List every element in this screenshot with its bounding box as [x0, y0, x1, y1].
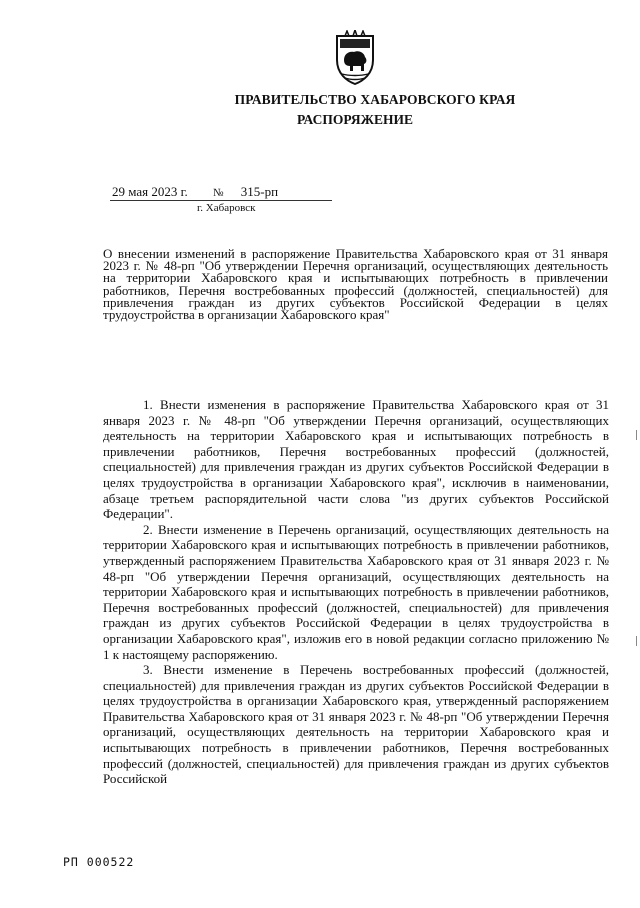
body-paragraph-3: 3. Внести изменение в Перечень востребованных профессий (должностей, специальностей) для привлечения граждан из других субъектов Российской Федерации в целях трудоустройства в организации Хабаровского края, утвержденный распоряжением Правительства Хабаровского края от 31 января 2023 г. № 48-рп "Об утверждении Перечня организаций, осуществляющих деятельность на территории Хабаровского края и испытывающих потребность в привлечении работников, Перечня востребованных профессий (должностей, специальностей) для привлечения граждан из других субъектов Российской — [103, 662, 609, 787]
scan-margin-mark — [636, 430, 637, 440]
date-number-line — [112, 184, 278, 200]
coat-of-arms-icon — [333, 30, 377, 86]
footer-form-code: РП 000522 — [63, 855, 135, 869]
scan-margin-mark — [636, 636, 637, 646]
date-underline — [110, 200, 332, 201]
document-body — [103, 397, 609, 787]
number-sign: № — [213, 187, 224, 199]
body-paragraph-1: 1. Внести изменения в распоряжение Правительства Хабаровского края от 31 января 2023 г. № 48-рп "Об утверждении Перечня организаций, осуществляющих деятельность на территории Хабаровского края и испытывающих потребность в привлечении работников, Перечня востребованных профессий (должностей, специальностей) для привлечения граждан из других субъектов Российской Федерации в целях трудоустройства в организации Хабаровского края", исключив в наименовании, абзаце третьем распорядительной части слова "из других субъектов Российской Федерации". — [103, 397, 609, 522]
document-type-title: РАСПОРЯЖЕНИЕ — [296, 112, 414, 127]
body-paragraph-2: 2. Внести изменение в Перечень организаций, осуществляющих деятельность на территории Хабаровского края и испытывающих потребность в привлечении работников, утвержденный распоряжением Правительства Хабаровского края от 31 января 2023 г. № 48-рп "Об утверждении Перечня организаций, осуществляющих деятельность на территории Хабаровского края и испытывающих потребность в привлечении работников, Перечня востребованных профессий (должностей, специальностей) для привлечения граждан из других субъектов Российской Федерации в целях трудоустройства в организации Хабаровского края", изложив его в новой редакции согласно приложению № 1 к настоящему распоряжению. — [103, 521, 609, 662]
document-city: г. Хабаровск — [197, 202, 256, 214]
organization-title: ПРАВИТЕЛЬСТВО ХАБАРОВСКОГО КРАЯ — [234, 92, 516, 107]
document-date: 29 мая 2023 г. — [112, 184, 188, 199]
document-subject: О внесении изменений в распоряжение Правительства Хабаровского края от 31 января 2023 г. № 48-рп "Об утверждении Перечня организаций, осуществляющих деятельность на территории Хабаровского края и испытывающих потребность в привлечении работников, Перечня востребованных профессий (должностей, специальностей) для привлечения граждан из других субъектов Российской Федерации в целях трудоустройства в организации Хабаровского края" — [103, 246, 608, 323]
document-number: 315-рп — [240, 184, 279, 199]
